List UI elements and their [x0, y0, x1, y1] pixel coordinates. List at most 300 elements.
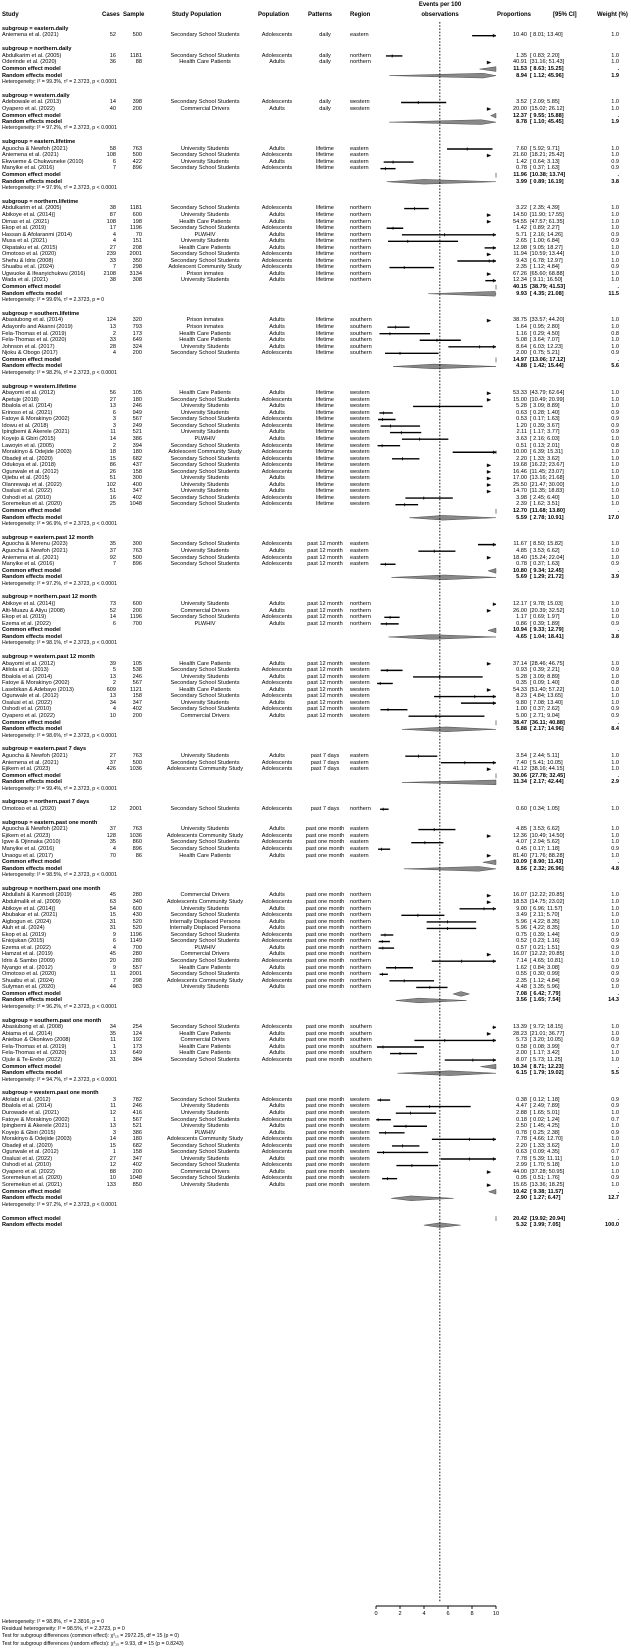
proportion: 7.78: [516, 1136, 527, 1143]
diamond-random-model: [396, 998, 467, 1003]
region: southern: [350, 350, 372, 357]
ci: [ 0.21; 1.51]: [530, 944, 560, 951]
region: western: [350, 416, 370, 423]
common-model-ci: [36.11; 40.88]: [530, 719, 565, 726]
cases: 16: [109, 494, 116, 501]
study-population: Adolescent Community Study: [168, 449, 242, 456]
population: Adults: [269, 488, 285, 495]
study-population: Secondary School Students: [170, 32, 240, 39]
pattern: lifetime: [316, 449, 334, 456]
cases: 102: [106, 481, 116, 488]
study-population: PLWHIV: [194, 435, 216, 442]
header-study-population: Study Population: [172, 12, 222, 18]
proportion: 2.35: [516, 977, 527, 984]
study-name: Ogunwale et al. (2012): [2, 1149, 59, 1156]
subgroup-title: subgroup = eastern.lifetime: [2, 139, 76, 146]
cases: 27: [109, 1155, 116, 1162]
study-name: Aguocha & Newfoh (2021): [2, 145, 68, 152]
diamond-random-model: [402, 780, 496, 785]
sample: 567: [132, 680, 142, 687]
subgroup-title: subgroup = southern.past one month: [2, 1017, 102, 1024]
population: Adolescents: [261, 1149, 293, 1156]
proportion: 15.65: [513, 1182, 527, 1188]
region: northern: [350, 620, 371, 627]
arrow-right-icon: [493, 1026, 496, 1029]
proportion: 1.00: [516, 706, 527, 713]
proportion: 0.75: [516, 931, 527, 938]
proportion: 0.93: [516, 667, 527, 674]
random-model-label: Random effects model: [2, 514, 62, 521]
pattern: past 12 month: [307, 713, 343, 720]
weight: 1.0: [611, 390, 619, 397]
diamond-random-model: [391, 1196, 453, 1201]
weight: 1.0: [611, 918, 619, 925]
cases: 28: [109, 343, 116, 350]
common-model-weight: .: [617, 719, 619, 726]
cases: 4: [112, 238, 116, 245]
proportion: 38.75: [513, 317, 527, 324]
study-name: Unaogu et al. (2017): [2, 852, 53, 859]
heterogeneity-text: Heterogeneity: I² = 99.3%, τ² = 2.3723, p < 0.0001: [2, 78, 117, 85]
region: eastern: [350, 554, 369, 561]
sample: 896: [132, 845, 142, 852]
proportion: 4.07: [516, 839, 527, 846]
study-name: Apetuje (2018): [2, 396, 39, 403]
pattern: past one month: [305, 1155, 345, 1162]
weight: 1.0: [611, 468, 619, 475]
proportion: 5.00: [516, 713, 527, 720]
sample: 1196: [129, 614, 142, 621]
random-model-label: Random effects model: [2, 633, 62, 640]
region: western: [350, 1175, 370, 1182]
study-population: Secondary School Students: [170, 938, 240, 945]
region: northern: [350, 270, 371, 277]
region: northern: [350, 225, 371, 232]
ci: [11.35; 18.83]: [530, 488, 564, 495]
cases: 39: [109, 660, 116, 667]
ci: [ 0.13; 2.01]: [530, 442, 560, 449]
study-population: University Students: [180, 238, 230, 245]
population: Adults: [269, 1123, 285, 1130]
weight: 1.0: [611, 892, 619, 899]
cases: 92: [109, 554, 116, 561]
study-population: University Students: [180, 826, 230, 833]
cases: 51: [109, 475, 116, 482]
sample: 649: [132, 1050, 142, 1057]
study-population: Secondary School Students: [170, 912, 240, 919]
proportion: 1.20: [516, 422, 527, 429]
study-name: Ekop et al. (2019): [2, 931, 47, 938]
sample: 254: [132, 1024, 142, 1031]
study-name: Fela-Thomas et al. (2019): [2, 330, 67, 337]
study-name: Fela-Thomas et al. (2020): [2, 337, 67, 344]
sample: 1048: [129, 501, 142, 508]
common-model-weight: .: [617, 627, 619, 634]
cases: 20: [109, 957, 116, 964]
cases: 38: [109, 277, 116, 284]
pattern: past 12 month: [307, 686, 343, 693]
ci: [ 0.39; 1.44]: [530, 931, 560, 938]
proportion: 0.63: [516, 409, 527, 416]
study-name: Obadeji et al. (2020): [2, 1142, 53, 1149]
region: western: [350, 501, 370, 508]
population: Adolescents: [261, 1116, 293, 1123]
ci: [28.46; 46.75]: [530, 660, 565, 667]
common-model-ci: [10.38; 13.74]: [530, 172, 566, 179]
population: Adolescents: [261, 1096, 293, 1103]
weight: 1.0: [611, 839, 619, 846]
population: Adults: [269, 238, 285, 245]
weight: 1.0: [611, 693, 619, 700]
heterogeneity-text: Heterogeneity: I² = 96.9%, τ² = 2.3723, p < 0.0001: [2, 521, 117, 528]
study-name: Hassan & Afolaranmi (2014): [2, 231, 72, 238]
pattern: lifetime: [316, 442, 334, 449]
arrow-right-icon: [493, 543, 496, 546]
proportion: 0.57: [516, 944, 527, 951]
random-model-ci: [ 1.10; 45.45]: [530, 119, 564, 126]
arrow-right-icon: [493, 233, 496, 236]
population: Adults: [269, 620, 285, 627]
sample: 437: [132, 462, 142, 469]
pattern: past 12 month: [307, 601, 343, 608]
study-population: Commercial Drivers: [180, 607, 230, 614]
population: Adolescents: [261, 766, 293, 773]
sample: 1196: [129, 931, 142, 938]
proportion: 53.33: [513, 390, 527, 397]
region: western: [350, 1109, 370, 1116]
sample: 402: [132, 1162, 142, 1169]
study-population: University Students: [180, 481, 230, 488]
ci: [ 0.08; 3.99]: [530, 1043, 560, 1050]
population: Adults: [269, 211, 285, 218]
population: Adolescents: [261, 416, 293, 423]
study-name: Oshodi et al. (2010): [2, 706, 52, 713]
random-model-weight: 1.9: [611, 119, 619, 126]
arrow-right-icon: [487, 768, 491, 771]
weight: 1.0: [611, 105, 619, 112]
study-population: Secondary School Students: [170, 468, 240, 475]
pattern: past one month: [305, 1056, 345, 1063]
common-model-label: Common effect model: [2, 1188, 61, 1195]
random-model-proportion: 8.78: [516, 119, 527, 126]
region: northern: [350, 971, 371, 978]
pattern: lifetime: [316, 270, 334, 277]
region: eastern: [350, 852, 369, 859]
arrow-right-icon: [487, 483, 491, 486]
weight: 0.9: [611, 429, 619, 436]
study-name: Aigbogun et. (2024): [2, 918, 52, 925]
region: southern: [350, 317, 372, 324]
ci: [10.59; 13.44]: [530, 251, 565, 258]
proportion: 7.14: [516, 957, 527, 964]
region: western: [350, 1162, 370, 1169]
study-population: University Students: [180, 905, 230, 912]
ci: [51.40; 57.22]: [530, 686, 565, 693]
proportion: 8.07: [516, 1056, 527, 1063]
cases: 124: [106, 317, 116, 324]
random-model-label: Random effects model: [2, 1195, 62, 1202]
proportion: 5.71: [516, 231, 527, 238]
sample: 280: [132, 892, 142, 899]
pattern: past 12 month: [307, 547, 343, 554]
weight: 0.9: [611, 944, 619, 951]
sample: 320: [132, 317, 142, 324]
study-population: Secondary School Students: [170, 494, 240, 501]
population: Adolescents: [261, 759, 293, 766]
study-population: Secondary School Students: [170, 416, 240, 423]
ci: [47.57; 61.35]: [530, 218, 565, 225]
study-population: Secondary School Students: [170, 422, 240, 429]
cases: 6: [112, 158, 116, 165]
cases: 56: [109, 390, 116, 397]
study-name: Hamzat et al. (2019): [2, 951, 53, 958]
sample: 600: [132, 601, 142, 608]
proportion: 11.67: [513, 541, 527, 548]
random-model-label: Random effects model: [2, 290, 62, 297]
weight: 1.0: [611, 323, 619, 330]
ci: [ 3.53; 6.62]: [530, 826, 560, 833]
ci: [ 0.37; 2.62]: [530, 706, 560, 713]
study-population: Secondary School Students: [170, 225, 240, 232]
arrow-right-icon: [487, 273, 491, 276]
weight: 1.0: [611, 1030, 619, 1037]
study-name: Okpataku et al. (2015): [2, 244, 58, 251]
region: western: [350, 429, 370, 436]
pattern: past 12 month: [307, 541, 343, 548]
weight: 1.0: [611, 547, 619, 554]
cases: 38: [109, 205, 116, 212]
cases: 52: [109, 32, 116, 39]
weight: 0.7: [611, 1149, 619, 1156]
study-name: Fela-Thomas et al. (2020): [2, 1050, 67, 1057]
common-model-weight: .: [617, 772, 619, 779]
pattern: past 12 month: [307, 680, 343, 687]
pattern: past one month: [305, 1175, 345, 1182]
study-name: Idowu et al. (2018): [2, 422, 49, 429]
region: eastern: [350, 752, 369, 759]
cases: 4: [112, 845, 116, 852]
weight: 0.9: [611, 1175, 619, 1182]
cases: 31: [109, 925, 116, 932]
study-population: Secondary School Students: [170, 52, 240, 59]
cases: 7: [112, 165, 116, 172]
ci: [ 2.16; 6.03]: [530, 435, 560, 442]
proportion: 21.60: [513, 152, 527, 159]
region: southern: [350, 337, 372, 344]
region: northern: [350, 944, 371, 951]
study-name: Manyike et al. (2016): [2, 845, 55, 852]
proportion: 37.14: [513, 660, 527, 667]
study-population: University Students: [180, 601, 230, 608]
arrow-right-icon: [487, 662, 491, 665]
ci: [33.57; 44.20]: [530, 317, 565, 324]
weight: 1.0: [611, 1050, 619, 1057]
sample: 347: [132, 699, 142, 706]
weight: 1.0: [611, 277, 619, 284]
random-model-proportion: 6.15: [516, 1070, 527, 1077]
ci: [38.16; 44.15]: [530, 766, 565, 773]
ci: [ 9.05; 18.27]: [530, 244, 563, 251]
sample: 280: [132, 957, 142, 964]
study-population: University Students: [180, 475, 230, 482]
proportion: 0.95: [516, 1175, 527, 1182]
proportion: 3.52: [516, 99, 527, 106]
study-population: Adolescents Community Study: [166, 899, 244, 906]
cases: 133: [106, 1182, 116, 1188]
sample: 3134: [129, 270, 142, 277]
region: southern: [350, 1037, 372, 1044]
cases: 54: [109, 905, 116, 912]
sample: 402: [132, 706, 142, 713]
weight: 1.0: [611, 145, 619, 152]
region: western: [350, 449, 370, 456]
ci: [ 2.45; 6.40]: [530, 494, 560, 501]
ci: [ 6.96; 11.57]: [530, 905, 563, 912]
population: Adults: [269, 826, 285, 833]
sample: 246: [132, 403, 142, 410]
population: Adolescents: [261, 706, 293, 713]
common-model-label: Common effect model: [2, 284, 61, 291]
region: western: [350, 686, 370, 693]
random-model-ci: [ 2.32; 26.96]: [530, 865, 564, 872]
study-name: Fatoye & Morakinyo (2002): [2, 416, 70, 423]
population: Adolescents: [261, 468, 293, 475]
sample: 200: [132, 607, 142, 614]
common-model-proportion: 11.53: [513, 66, 527, 73]
population: Adults: [269, 951, 285, 958]
weight: 1.0: [611, 481, 619, 488]
study-name: Olanrewaju et al. (2022): [2, 481, 62, 488]
sample: 1036: [129, 832, 142, 839]
population: Adolescents: [261, 614, 293, 621]
pattern: lifetime: [316, 343, 334, 350]
diamond-random-model: [428, 291, 496, 296]
study-population: Health Care Patients: [179, 244, 231, 251]
pattern: lifetime: [316, 494, 334, 501]
diamond-common-model: [481, 1064, 496, 1069]
study-name: Idris & Sambo (2009): [2, 957, 55, 964]
proportion: 11.94: [513, 251, 527, 258]
pattern: past one month: [305, 1162, 345, 1169]
region: eastern: [350, 158, 369, 165]
region: northern: [350, 899, 371, 906]
population: Adults: [269, 244, 285, 251]
proportion: 1.42: [516, 225, 527, 232]
population: Adults: [269, 429, 285, 436]
cases: 44: [109, 984, 116, 991]
pattern: past one month: [305, 1024, 345, 1031]
random-model-weight: 4.8: [611, 865, 619, 872]
pattern: lifetime: [316, 435, 334, 442]
study-population: Secondary School Students: [170, 1142, 240, 1149]
region: southern: [350, 1024, 372, 1031]
diamond-common-model: [491, 113, 496, 118]
weight: 0.8: [611, 442, 619, 449]
random-model-label: Random effects model: [2, 72, 62, 79]
population: Adolescents: [261, 455, 293, 462]
ci: [ 5.39; 11.11]: [530, 1155, 562, 1162]
population: Adults: [269, 547, 285, 554]
arrow-right-icon: [493, 761, 496, 764]
cases: 11: [110, 971, 116, 978]
weight: 1.0: [611, 826, 619, 833]
proportion: 2.00: [516, 350, 527, 357]
population: Adolescents: [261, 152, 293, 159]
study-name: Soremekun et al. (2020): [2, 1175, 63, 1182]
cases: 88: [109, 1168, 116, 1175]
weight: 1.0: [611, 449, 619, 456]
common-model-proportion: 10.34: [513, 1063, 527, 1070]
proportion: 40.91: [513, 59, 527, 66]
sample: 500: [132, 32, 142, 39]
study-name: Aguocha & Newfoh (2021): [2, 826, 68, 833]
sample: 350: [132, 257, 142, 264]
study-population: Health Care Patients: [179, 390, 231, 397]
region: western: [350, 462, 370, 469]
sample: 1149: [129, 938, 142, 945]
weight: 1.0: [611, 660, 619, 667]
pattern: past one month: [305, 832, 345, 839]
ci: [ 2.94; 5.62]: [530, 839, 560, 846]
population: Adolescents: [261, 99, 293, 106]
region: western: [350, 660, 370, 667]
population: Adolescents: [261, 977, 293, 984]
study-name: Abikoye et al. (2014)]: [2, 601, 55, 608]
arrow-right-icon: [487, 688, 491, 691]
proportion: 3.49: [516, 912, 527, 919]
ci: [ 5.92; 9.71]: [530, 145, 560, 152]
proportion: 20.00: [513, 105, 527, 112]
cases: 27: [109, 244, 116, 251]
population: Adolescents: [261, 449, 293, 456]
population: Adolescents: [261, 205, 293, 212]
cases: 13: [109, 403, 116, 410]
region: northern: [350, 806, 371, 813]
pattern: past one month: [305, 1030, 345, 1037]
weight: 0.7: [611, 1116, 619, 1123]
overall-random-weight: 100.0: [605, 1222, 619, 1229]
study-population: Secondary School Students: [170, 1116, 240, 1123]
study-name: Ogunwale et al. (2012): [2, 468, 59, 475]
common-model-proportion: 12.70: [513, 508, 527, 515]
ci: [ 5.41; 10.05]: [530, 759, 563, 766]
diamond-common-model: [480, 67, 496, 72]
study-name: Adayonfo and Akanni (2019): [2, 323, 73, 330]
common-model-proportion: 14.97: [513, 356, 527, 363]
ci: [ 0.69; 1.97]: [530, 614, 560, 621]
study-name: Ekop et al. (2019): [2, 614, 47, 621]
pattern: lifetime: [316, 330, 334, 337]
sample: 521: [132, 1123, 142, 1130]
study-name: Johnson et al. (2017): [2, 343, 55, 350]
random-model-ci: [ 1.65; 7.54]: [530, 997, 561, 1004]
sample: 500: [132, 152, 142, 159]
cases: 63: [109, 899, 116, 906]
sample: 300: [132, 541, 142, 548]
population: Adolescents: [261, 845, 293, 852]
study-population: University Students: [180, 699, 230, 706]
region: eastern: [350, 839, 369, 846]
region: eastern: [350, 152, 369, 159]
random-model-weight: 11.5: [608, 290, 619, 297]
overall-random-ci: [ 3.99; 7.05]: [530, 1222, 561, 1229]
proportion: 3.98: [516, 494, 527, 501]
weight: 0.9: [611, 706, 619, 713]
random-model-ci: [ 1.27; 6.47]: [530, 1195, 561, 1202]
pattern: past 7 days: [310, 752, 340, 759]
population: Adolescents: [261, 1142, 293, 1149]
region: western: [350, 390, 370, 397]
